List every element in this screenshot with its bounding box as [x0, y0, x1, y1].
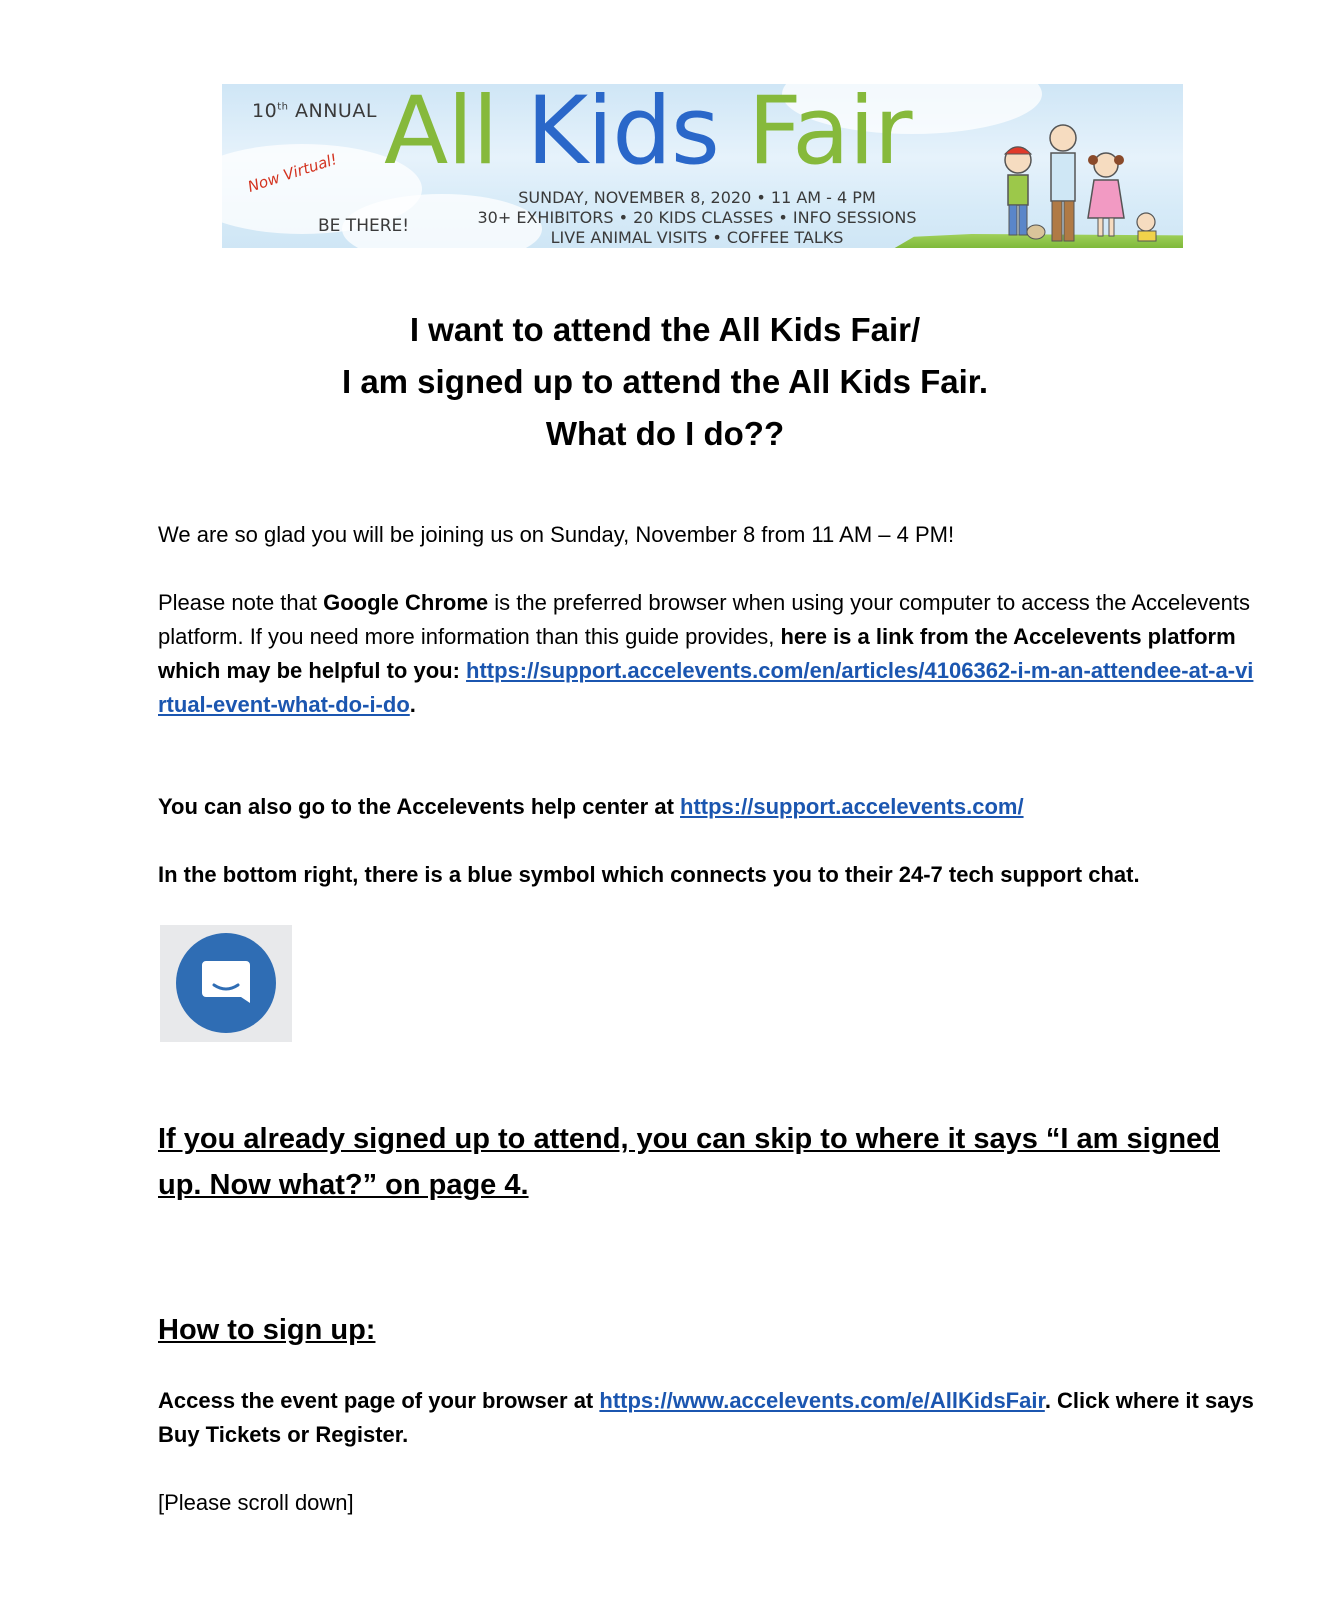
event-banner	[222, 84, 1183, 248]
banner-title-kids: Kids	[526, 84, 719, 186]
chat-icon-image	[160, 925, 292, 1042]
chrome-paragraph: Please note that Google Chrome is the preferred browser when using your computer to access the Accelevents platform. If you need more information than this guide provides, here is a link from the Accelevents platform which may be helpful to you: https://support.accelevents.com/en/articles/4106362-i-m-an-attendee-at-a-virtual-event-what-do-i-do.	[158, 590, 1254, 717]
page-title	[0, 304, 1330, 460]
banner-be-there: BE THERE!	[318, 216, 410, 236]
banner-title-all: All	[384, 84, 498, 186]
title-line-3: What do I do??	[545, 415, 785, 452]
attendee-guide-link[interactable]: https://support.accelevents.com/en/articles/4106362-i-m-an-attendee-at-a-virtual-event-what-do-i-do	[158, 658, 1254, 717]
helpful-link-lead: here is a link from the Accelevents platform which may be helpful to you:	[158, 624, 1236, 683]
banner-activities-line: LIVE ANIMAL VISITS • COFFEE TALKS	[550, 228, 844, 247]
intro-paragraph: We are so glad you will be joining us on Sunday, November 8 from 11 AM – 4 PM!	[158, 522, 955, 547]
scroll-note: [Please scroll down]	[158, 1490, 354, 1515]
banner-now-virtual: Now Virtual!	[245, 150, 340, 196]
support-chat-icon	[160, 925, 292, 1042]
banner-date-line: SUNDAY, NOVEMBER 8, 2020 • 11 AM - 4 PM	[518, 188, 876, 207]
title-line-2: I am signed up to attend the All Kids Fair.	[341, 363, 988, 400]
chrome-bold: Google Chrome	[323, 590, 489, 615]
banner-title-fair: Fair	[747, 84, 912, 186]
access-paragraph: Access the event page of your browser at https://www.accelevents.com/e/AllKidsFair. Click where it says Buy Tickets or Register.	[158, 1388, 1254, 1447]
family-illustration-icon	[988, 120, 1173, 248]
title-line-1: I want to attend the All Kids Fair/	[409, 311, 921, 348]
chat-note-paragraph: In the bottom right, there is a blue symbol which connects you to their 24-7 tech support chat.	[158, 862, 1140, 887]
help-center-paragraph: You can also go to the Accelevents help center at https://support.accelevents.com/	[158, 794, 1024, 819]
event-page-link[interactable]: https://www.accelevents.com/e/AllKidsFair	[599, 1388, 1045, 1413]
banner-title	[384, 84, 912, 186]
help-center-link[interactable]: https://support.accelevents.com/	[680, 794, 1024, 819]
skip-heading: If you already signed up to attend, you can skip to where it says “I am signed up. Now what?” on page 4.	[158, 1123, 1220, 1201]
banner-features-line: 30+ EXHIBITORS • 20 KIDS CLASSES • INFO SESSIONS	[477, 208, 917, 227]
signup-heading: How to sign up:	[158, 1314, 376, 1346]
banner-annual: 10th ANNUAL	[252, 100, 377, 122]
